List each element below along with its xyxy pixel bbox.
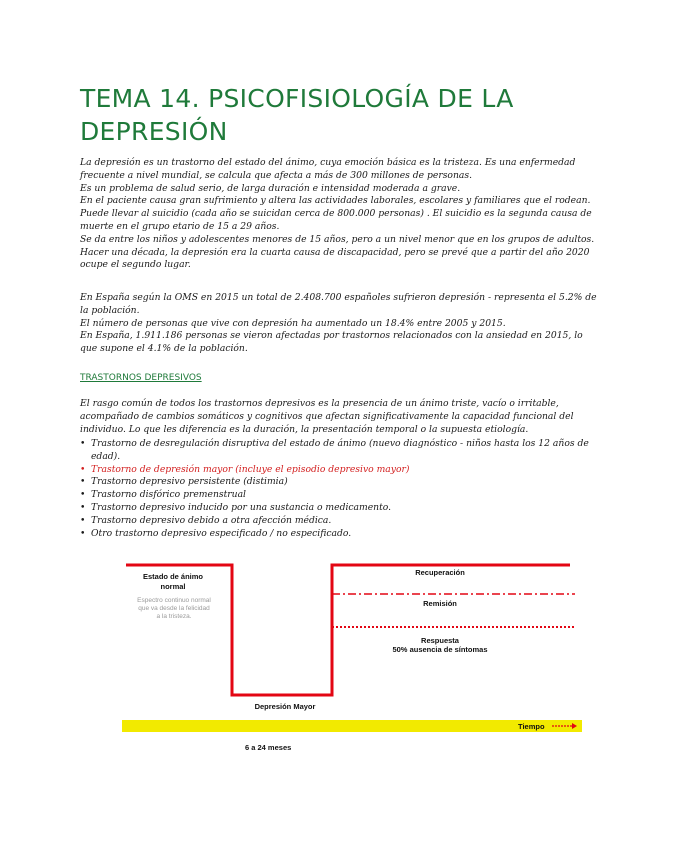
paragraph: Es un problema de salud serio, de larga duración e intensidad moderada a grave. bbox=[80, 182, 461, 194]
time-label: Tiempo bbox=[518, 722, 545, 731]
section-paragraph bbox=[80, 398, 600, 436]
duration-label: 6 a 24 meses bbox=[245, 743, 292, 752]
depression-course-diagram bbox=[0, 550, 677, 760]
paragraph: El rasgo común de todos los trastornos depresivos es la presencia de un ánimo triste, vacío o irritable, acompañado de cambios somáticos y cognitivos que afectan significativamente la capacidad funcional del individuo. Lo que les diferencia es la duración, la presentación temporal o la supuesta etiología. bbox=[80, 398, 574, 435]
paragraph: En España, 1.911.186 personas se vieron afectadas por trastornos relacionados con la ansiedad en 2015, lo que supone el 4.1% de la población. bbox=[80, 330, 583, 355]
list-item: • Trastorno depresivo inducido por una sustancia o medicamento. bbox=[80, 502, 600, 515]
section-heading: TRASTORNOS DEPRESIVOS bbox=[80, 373, 202, 383]
list-item-highlighted: • Trastorno de depresión mayor (incluye el episodio depresivo mayor) bbox=[80, 464, 600, 477]
paragraph: En el paciente causa gran sufrimiento y altera las actividades laborales, escolares y familiares que el rodean. Puede llevar al suicidio (cada año se suicidan cerca de 800.000 personas) . El suicidio es la segunda causa de muerte en el grupo etario de 15 a 29 años. bbox=[80, 195, 592, 232]
remission-label: Remisión bbox=[423, 599, 457, 608]
normal-mood-note: Espectro continuo normal que va desde la felicidad a la tristeza. bbox=[137, 597, 211, 620]
response-note: 50% ausencia de síntomas bbox=[392, 645, 488, 654]
list-item: • Trastorno de desregulación disruptiva del estado de ánimo (nuevo diagnóstico - niños hasta los 12 años de edad). bbox=[80, 438, 600, 464]
time-bar bbox=[122, 720, 582, 732]
spain-section bbox=[80, 292, 600, 356]
page-title: TEMA 14. PSICOFISIOLOGÍA DE LA DEPRESIÓN bbox=[80, 84, 514, 146]
paragraph: Hacer una década, la depresión era la cuarta causa de discapacidad, pero se prevé que a partir del año 2020 ocupe el segundo lugar. bbox=[80, 246, 590, 271]
major-depression-label: Depresión Mayor bbox=[254, 702, 316, 711]
recovery-label: Recuperación bbox=[415, 568, 465, 577]
paragraph: La depresión es un trastorno del estado del ánimo, cuya emoción básica es la tristeza. Es una enfermedad frecuente a nivel mundial, se calcula que afecta a más de 300 millones de personas. bbox=[80, 157, 576, 181]
diagram-svg bbox=[0, 550, 677, 760]
paragraph: Se da entre los niños y adolescentes menores de 15 años, pero a un nivel menor que en los grupos de adultos. bbox=[80, 233, 595, 245]
paragraph: En España según la OMS en 2015 un total de 2.408.700 españoles sufrieron depresión - representa el 5.2% de la población. bbox=[80, 292, 597, 316]
paragraph: El número de personas que vive con depresión ha aumentado un 18.4% entre 2005 y 2015. bbox=[80, 317, 506, 329]
normal-mood-label: Estado de ánimo normal bbox=[142, 572, 203, 591]
list-item: • Otro trastorno depresivo especificado / no especificado. bbox=[80, 528, 600, 541]
disorder-list bbox=[80, 438, 600, 540]
intro-section bbox=[80, 157, 600, 272]
response-label: Respuesta bbox=[421, 636, 459, 645]
list-item: • Trastorno depresivo debido a otra afección médica. bbox=[80, 515, 600, 528]
list-item: • Trastorno disfórico premenstrual bbox=[80, 489, 600, 502]
list-item: • Trastorno depresivo persistente (distimia) bbox=[80, 476, 600, 489]
